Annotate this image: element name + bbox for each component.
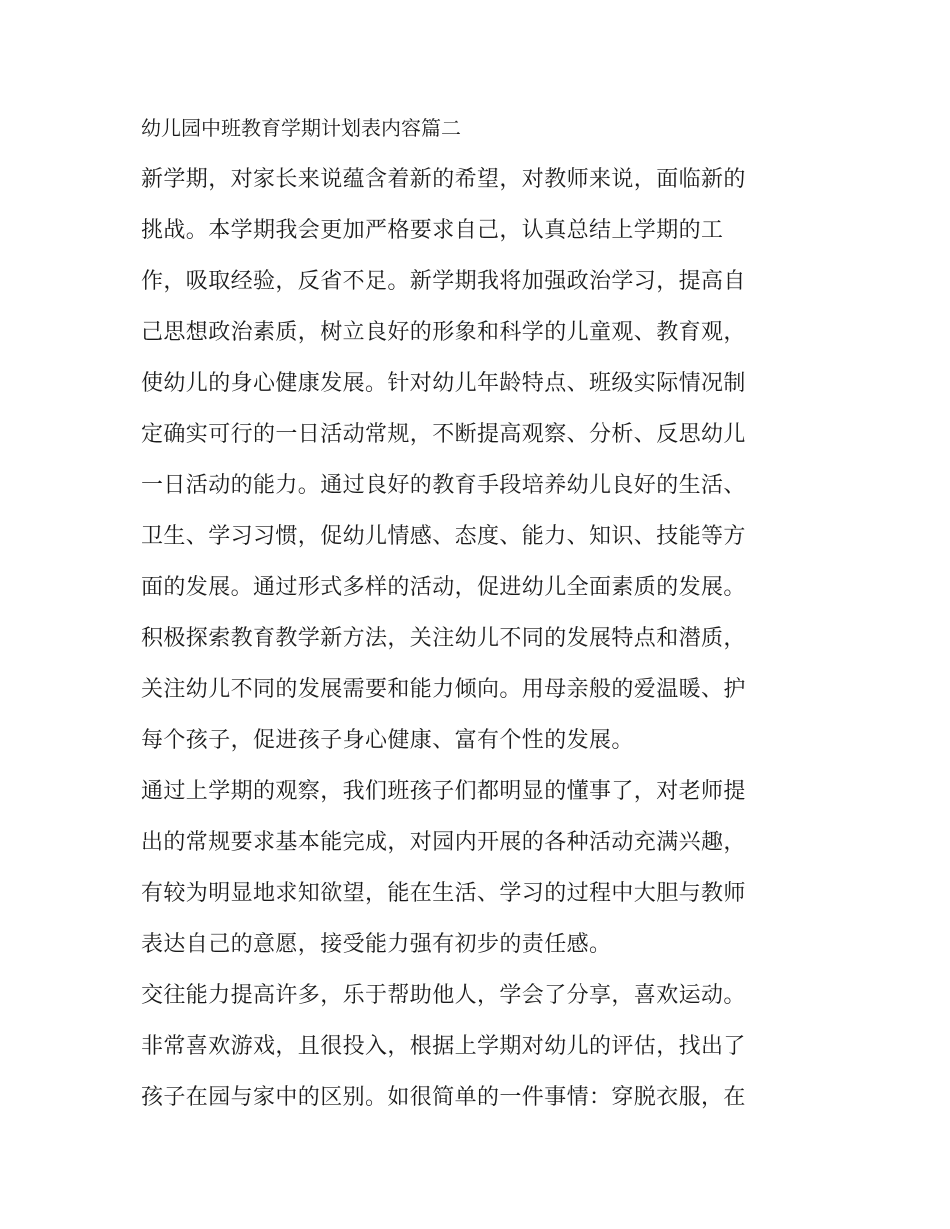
paragraph-line-14: 出的常规要求基本能完成，对园内开展的各种活动充满兴趣，: [141, 830, 746, 855]
paragraph-line-15: 有较为明显地求知欲望，能在生活、学习的过程中大胆与教师: [141, 881, 746, 906]
paragraph-line-7: 一日活动的能力。通过良好的教育手段培养幼儿良好的生活、: [141, 473, 746, 498]
paragraph-line-4: 己思想政治素质，树立良好的形象和科学的儿童观、教育观，: [141, 320, 746, 345]
paragraph-line-10: 积极探索教育教学新方法，关注幼儿不同的发展特点和潜质，: [141, 626, 746, 651]
paragraph-line-18: 非常喜欢游戏，且很投入，根据上学期对幼儿的评估，找出了: [141, 1034, 746, 1059]
paragraph-line-3: 作，吸取经验，反省不足。新学期我将加强政治学习，提高自: [141, 269, 746, 294]
paragraph-line-9: 面的发展。通过形式多样的活动，促进幼儿全面素质的发展。: [141, 575, 746, 600]
document-title: 幼儿园中班教育学期计划表内容篇二: [141, 116, 461, 140]
paragraph-line-17: 交往能力提高许多，乐于帮助他人，学会了分享，喜欢运动。: [141, 983, 746, 1008]
paragraph-line-11: 关注幼儿不同的发展需要和能力倾向。用母亲般的爱温暖、护: [141, 677, 746, 702]
paragraph-line-5: 使幼儿的身心健康发展。针对幼儿年龄特点、班级实际情况制: [141, 371, 746, 396]
paragraph-line-8: 卫生、学习习惯，促幼儿情感、态度、能力、知识、技能等方: [141, 524, 746, 549]
paragraph-line-12: 每个孩子，促进孩子身心健康、富有个性的发展。: [141, 728, 634, 753]
paragraph-line-2: 挑战。本学期我会更加严格要求自己，认真总结上学期的工: [141, 218, 724, 243]
paragraph-line-16: 表达自己的意愿，接受能力强有初步的责任感。: [141, 932, 612, 957]
paragraph-line-19: 孩子在园与家中的区别。如很简单的一件事情：穿脱衣服，在: [141, 1085, 746, 1110]
paragraph-line-13: 通过上学期的观察，我们班孩子们都明显的懂事了，对老师提: [141, 779, 746, 804]
paragraph-line-1: 新学期，对家长来说蕴含着新的希望，对教师来说，面临新的: [141, 167, 746, 192]
paragraph-line-6: 定确实可行的一日活动常规，不断提高观察、分析、反思幼儿: [141, 422, 746, 447]
